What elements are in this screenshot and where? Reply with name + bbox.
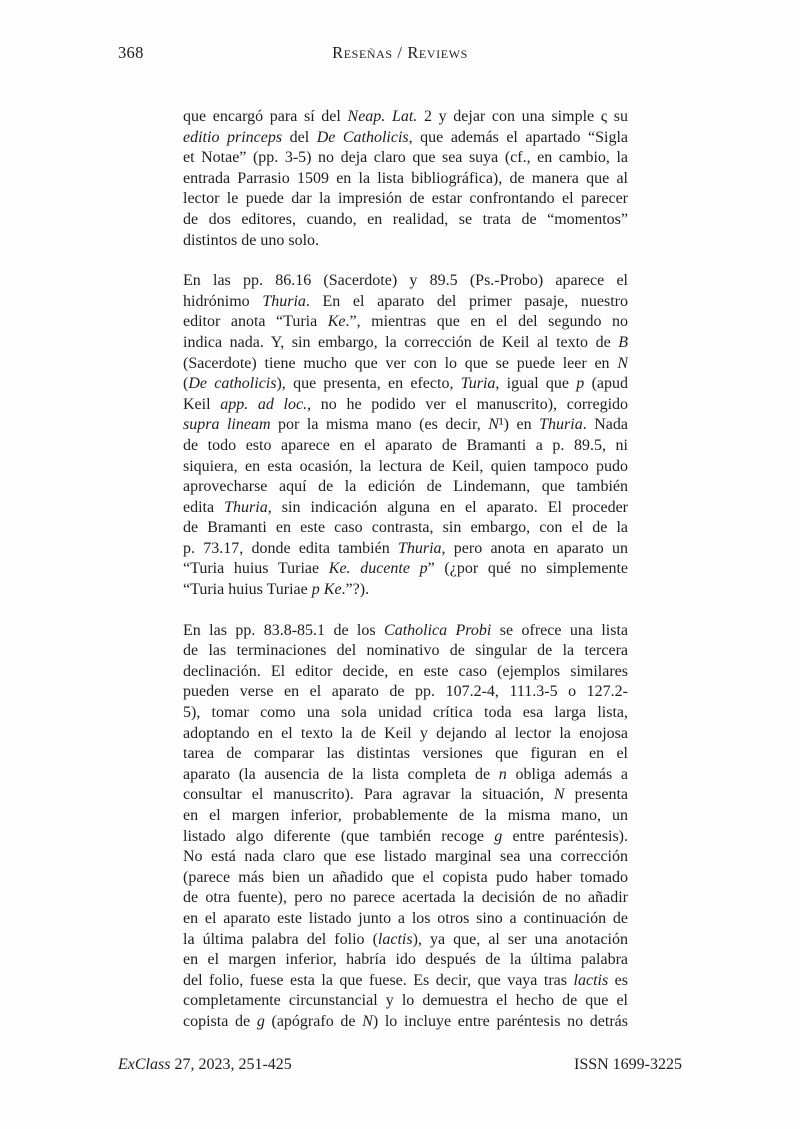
text-line: Keil app. ad loc., no he podido ver el manuscrito), corregido bbox=[183, 395, 628, 413]
issn-label: ISSN 1699-3225 bbox=[573, 1056, 682, 1073]
text-line: No está nada claro que ese listado marginal sea una corrección bbox=[183, 848, 628, 866]
text-line: de todo esto aparece en el aparato de Bramanti a p. 89.5, ni bbox=[183, 436, 628, 454]
journal-citation: ExClass 27, 2023, 251-425 bbox=[118, 1056, 292, 1073]
text-line: del folio, fuese esta la que fuese. Es decir, que vaya tras lactis es bbox=[183, 971, 628, 989]
review-body-text bbox=[183, 107, 628, 1033]
text-line: 5), tomar como una sola unidad crítica toda esa larga lista, bbox=[183, 704, 628, 722]
text-line: (Sacerdote) tiene mucho que ver con lo que se puede leer en N bbox=[183, 354, 628, 372]
text-line: distintos de uno solo. bbox=[183, 231, 320, 249]
text-line: En las pp. 86.16 (Sacerdote) y 89.5 (Ps.-Probo) aparece el bbox=[183, 272, 628, 290]
text-line: tarea de comparar las distintas versiones que figuran en el bbox=[183, 745, 628, 763]
paragraph bbox=[183, 271, 628, 601]
text-line: editio princeps del De Catholicis, que además el apartado “Sigla bbox=[183, 128, 628, 146]
text-line: de las terminaciones del nominativo de singular de la tercera bbox=[183, 642, 628, 660]
paragraph bbox=[183, 107, 628, 251]
text-line: (parece más bien un añadido que el copista pudo haber tomado bbox=[183, 868, 628, 886]
text-line: de dos editores, cuando, en realidad, se trata de “momentos” bbox=[183, 210, 628, 228]
text-line: de otra fuente), pero no parece acertada la decisión de no añadir bbox=[183, 889, 628, 907]
text-line: en el aparato este listado junto a los otros sino a continuación de bbox=[183, 909, 628, 927]
paragraph bbox=[183, 621, 628, 1033]
text-line: aprovecharse aquí de la edición de Lindemann, que también bbox=[183, 478, 628, 496]
text-line: copista de g (apógrafo de N) lo incluye entre paréntesis no detrás bbox=[183, 1012, 628, 1030]
text-line: adoptando en el texto la de Keil y dejando al lector la enojosa bbox=[183, 724, 628, 742]
text-line: indica nada. Y, sin embargo, la corrección de Keil al texto de B bbox=[183, 333, 628, 351]
text-line: edita Thuria, sin indicación alguna en el aparato. El proceder bbox=[183, 498, 628, 516]
text-line: “Turia huius Turiae p Ke.”?). bbox=[183, 581, 370, 599]
text-line: en el margen inferior, habría ido después de la última palabra bbox=[183, 951, 628, 969]
text-line: declinación. El editor decide, en este caso (ejemplos similares bbox=[183, 662, 628, 680]
text-line: aparato (la ausencia de la lista completa de n obliga además a bbox=[183, 765, 628, 783]
page-header bbox=[118, 43, 682, 65]
page-footer bbox=[118, 1056, 682, 1074]
text-line: entrada Parrasio 1509 en la lista bibliográfica), de manera que al bbox=[183, 169, 628, 187]
text-line: En las pp. 83.8-85.1 de los Catholica Probi se ofrece una lista bbox=[183, 621, 628, 639]
text-line: supra lineam por la misma mano (es decir, N¹) en Thuria. Nada bbox=[183, 416, 628, 434]
text-line: “Turia huius Turiae Ke. ducente p” (¿por qué no simplemente bbox=[183, 560, 628, 578]
text-line: listado algo diferente (que también recoge g entre paréntesis). bbox=[183, 827, 628, 845]
text-line: et Notae” (pp. 3-5) no deja claro que sea suya (cf., en cambio, la bbox=[183, 149, 628, 167]
page-number: 368 bbox=[118, 43, 144, 62]
text-line: pueden verse en el aparato de pp. 107.2-4, 111.3-5 o 127.2- bbox=[183, 683, 628, 701]
text-line: hidrónimo Thuria. En el aparato del primer pasaje, nuestro bbox=[183, 292, 628, 310]
text-line: editor anota “Turia Ke.”, mientras que en el del segundo no bbox=[183, 313, 628, 331]
text-line: lector le puede dar la impresión de estar confrontando el parecer bbox=[183, 190, 628, 208]
text-line: consultar el manuscrito). Para agravar la situación, N presenta bbox=[183, 786, 628, 804]
text-line: que encargó para sí del Neap. Lat. 2 y dejar con una simple ς su bbox=[183, 108, 628, 125]
text-line: en el margen inferior, probablemente de la misma mano, un bbox=[183, 807, 628, 824]
text-line: (De catholicis), que presenta, en efecto, Turia, igual que p (apud bbox=[183, 375, 628, 393]
text-line: completamente circunstancial y lo demuestra el hecho de que el bbox=[183, 992, 628, 1010]
text-line: la última palabra del folio (lactis), ya que, al ser una anotación bbox=[183, 930, 628, 948]
running-head: Reseñas / Reviews bbox=[332, 43, 468, 62]
text-line: siquiera, en esta ocasión, la lectura de Keil, quien tampoco pudo bbox=[183, 457, 628, 475]
text-line: de Bramanti en este caso contrasta, sin embargo, con el de la bbox=[183, 519, 628, 537]
text-line: p. 73.17, donde edita también Thuria, pero anota en aparato un bbox=[183, 539, 628, 557]
